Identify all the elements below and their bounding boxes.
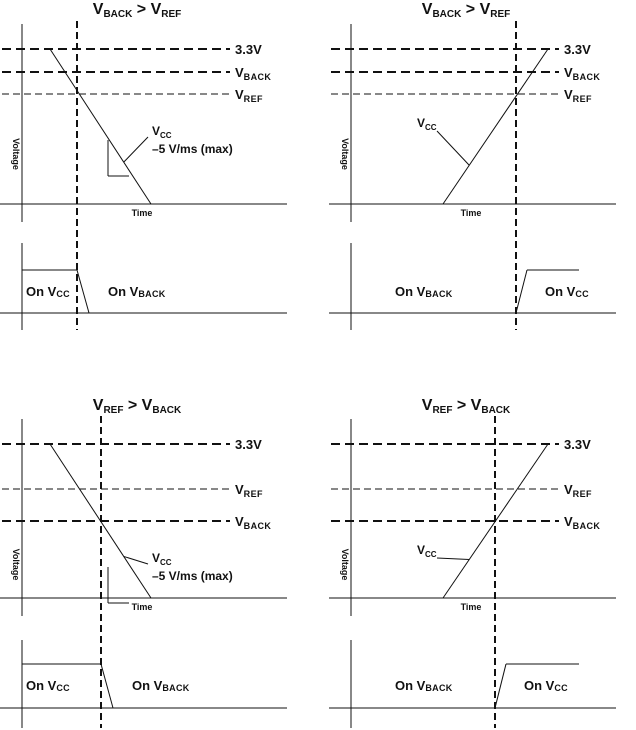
source-transition — [101, 664, 113, 708]
level-label: $V_{REF}$ — [564, 482, 592, 499]
x-axis-label: Time — [460, 208, 482, 218]
vcc-label: $V_{CC}$ — [417, 543, 437, 559]
y-axis-label: Voltage — [340, 548, 350, 581]
panel-1 — [0, 1, 287, 330]
y-axis-label: Voltage — [11, 138, 21, 170]
vcc-label: $V_{CC}$ — [417, 116, 437, 132]
y-axis-label: Voltage — [340, 138, 350, 170]
level-label: 3.3V — [235, 437, 262, 452]
level-label: $V_{BACK}$ — [235, 514, 272, 531]
panel-title: VBACK > VREF — [421, 1, 511, 20]
source-left-label: On VCC — [26, 678, 70, 693]
source-left-label: On VBACK — [395, 284, 453, 299]
x-axis-label: Time — [131, 602, 153, 612]
panel-title: VREF > VBACK — [92, 397, 182, 416]
level-label: $V_{BACK}$ — [564, 65, 601, 82]
x-axis-label: Time — [131, 208, 153, 218]
source-right-label: On VCC — [545, 284, 589, 299]
x-axis-label: Time — [460, 602, 482, 612]
panel-title: VREF > VBACK — [421, 397, 511, 416]
source-right-label: On VCC — [524, 678, 568, 693]
level-label: 3.3V — [564, 437, 591, 452]
panel-2 — [329, 1, 616, 330]
level-label: $V_{BACK}$ — [564, 514, 601, 531]
source-transition — [516, 270, 527, 313]
level-label: 3.3V — [564, 42, 591, 57]
source-left-label: On VCC — [26, 284, 70, 299]
slope-label: –5 V/ms (max) — [152, 569, 233, 583]
vcc-leader — [437, 131, 469, 165]
level-label: $V_{REF}$ — [564, 87, 592, 104]
panel-3 — [0, 397, 287, 728]
vcc-leader — [124, 137, 148, 162]
y-axis-label: Voltage — [11, 548, 21, 581]
panel-title: VBACK > VREF — [92, 1, 182, 20]
source-transition — [77, 270, 89, 313]
source-right-label: On VBACK — [132, 678, 190, 693]
level-label: $V_{REF}$ — [235, 87, 263, 104]
level-label: $V_{REF}$ — [235, 482, 263, 499]
source-right-label: On VBACK — [108, 284, 166, 299]
panel-4 — [329, 397, 616, 728]
slope-label: –5 V/ms (max) — [152, 142, 233, 156]
source-transition — [495, 664, 506, 708]
level-label: 3.3V — [235, 42, 262, 57]
source-left-label: On VBACK — [395, 678, 453, 693]
level-label: $V_{BACK}$ — [235, 65, 272, 82]
vcc-leader — [437, 558, 469, 560]
vcc-label: $V_{CC}$ — [152, 551, 172, 567]
vcc-label: $V_{CC}$ — [152, 124, 172, 140]
